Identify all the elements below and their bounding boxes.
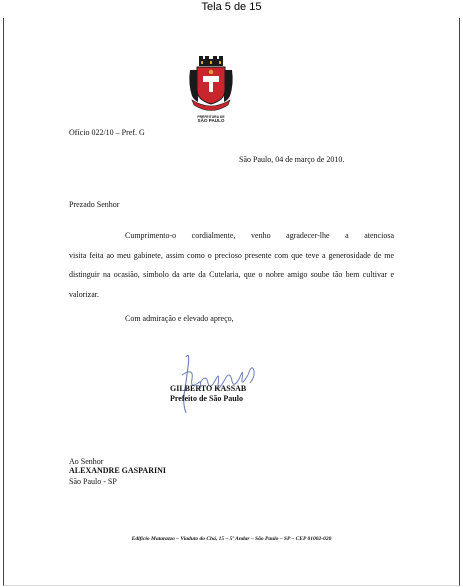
handwritten-signature [172, 349, 262, 415]
signer-name: GILBERTO KASSAB [170, 384, 247, 393]
viewer-title: Tela 5 de 15 [201, 1, 262, 13]
crest-logo-text-line2: SÃO PAULO [197, 118, 225, 122]
letter-closing: Com admiração e elevado apreço, [125, 314, 234, 323]
signer-title: Prefeito de São Paulo [170, 394, 243, 403]
letter-greeting: Prezado Senhor [69, 200, 120, 209]
recipient-city: São Paulo - SP [69, 477, 117, 486]
city-hall-crest-logo [186, 56, 236, 122]
recipient-label: Ao Senhor [69, 457, 104, 466]
letter-body-rest: visita feita ao meu gabinete, assim como o precioso presente com que teve a generosidade de me distinguir na ocasião, símbolo da arte da Cutelaria, que o nobre amigo soube tão bem cultivar e valorizar. [69, 250, 394, 299]
letter-date: São Paulo, 04 de março de 2010. [239, 155, 345, 164]
letter-body-first-line: Cumprimento-o cordialmente, venho agradecer-lhe a atenciosa [125, 231, 394, 240]
letter-body [69, 226, 394, 304]
letter-reference: Ofício 022/10 – Pref. G [69, 128, 145, 137]
letter-footer-address: Edifício Matarazzo – Viaduto do Chá, 15 – 5º Andar – São Paulo – SP – CEP 01002-020 [131, 536, 332, 542]
recipient-name: ALEXANDRE GASPARINI [69, 466, 166, 475]
crest-logo-text-line1: PREFEITURA DE [197, 115, 225, 119]
